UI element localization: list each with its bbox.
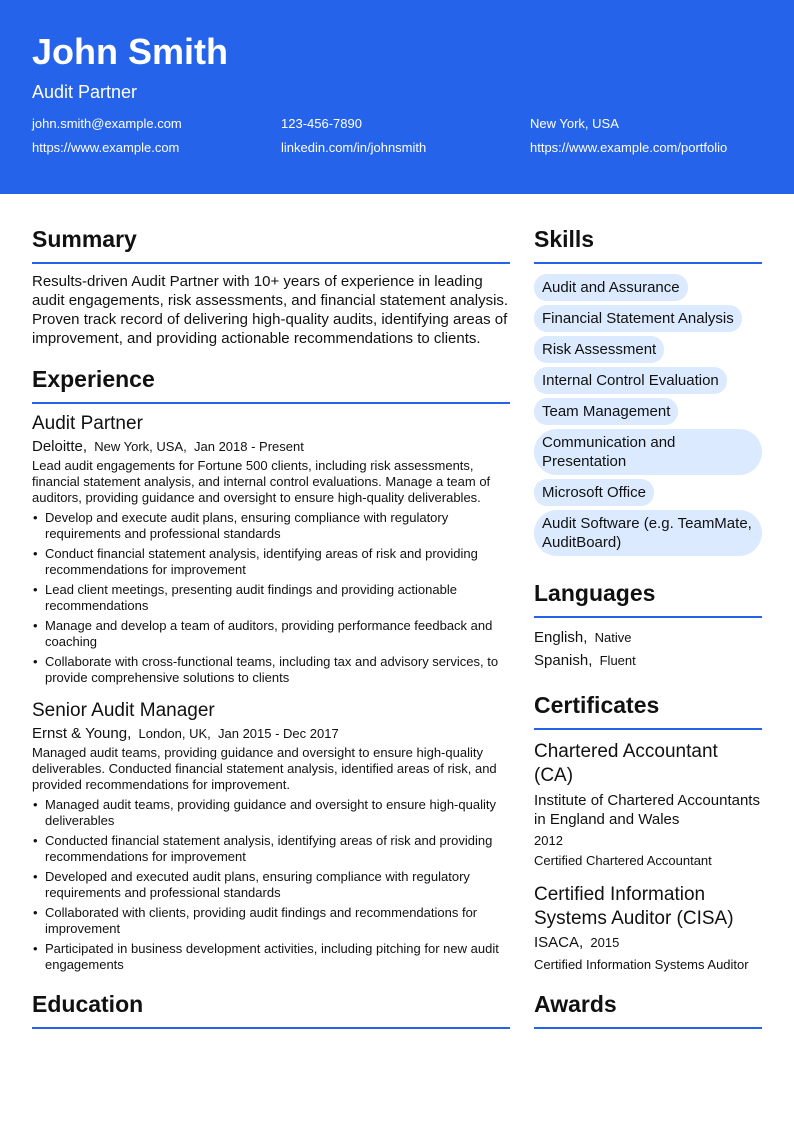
list-item: • Conducted financial statement analysis, identifying areas of risk and providing recommendations for improvement [32,833,510,865]
list-item: • Lead client meetings, presenting audit findings and providing actionable recommendations [32,582,510,614]
language-level: Native [594,630,632,645]
resume-body [0,194,794,1037]
certificate-entry [534,740,762,869]
skill-chip: Team Management [534,398,678,425]
certificate-entry [534,883,762,973]
section-title: Certificates [534,690,762,730]
language-name: Spanish, [534,652,593,669]
skill-chip: Internal Control Evaluation [534,367,727,394]
section-title: Languages [534,578,762,618]
portfolio-link[interactable]: https://www.example.com/portfolio [530,140,728,155]
skill-chip: Audit Software (e.g. TeamMate, AuditBoard) [534,510,762,556]
email-link[interactable]: john.smith@example.com [32,116,182,131]
list-item: • Managed audit teams, providing guidance and oversight to ensure high-quality deliverables [32,797,510,829]
candidate-name: John Smith [32,31,228,72]
skills-list [534,274,762,560]
languages-section [534,578,762,672]
job-bullets [32,510,510,686]
language-name: English, [534,629,588,646]
certificate-year: 2015 [590,935,620,950]
job-location: London, UK, [138,726,211,741]
job-entry [32,412,510,686]
job-description: Managed audit teams, providing guidance and oversight to ensure high-quality deliverables. Conducted financial statement analysis, identified areas of risk, and provided recommendations for improvement. [32,745,497,792]
list-item: • Collaborate with cross-functional teams, including tax and advisory services, to provide comprehensive solutions to clients [32,654,510,686]
list-item: • Develop and execute audit plans, ensuring compliance with regulatory requirements and professional standards [32,510,510,542]
certificate-description: Certified Information Systems Auditor [534,957,749,972]
job-dates: Jan 2018 - Present [194,439,304,454]
language-item [534,626,762,649]
list-item: • Participated in business development activities, including pitching for new audit engagements [32,941,510,973]
job-entry [32,699,510,973]
resume-header [0,0,794,194]
linkedin-link[interactable]: linkedin.com/in/johnsmith [281,140,427,155]
job-meta [32,724,510,744]
language-level: Fluent [599,653,636,668]
section-title: Awards [534,989,762,1029]
skills-section [534,224,762,560]
certificate-name: Chartered Accountant (CA) [534,741,718,786]
job-company: Deloitte, [32,438,88,455]
section-title: Summary [32,224,510,264]
section-title: Education [32,989,510,1029]
certificates-section [534,690,762,973]
job-title: Audit Partner [32,413,143,434]
list-item: • Developed and executed audit plans, ensuring compliance with regulatory requirements and professional standards [32,869,510,901]
job-meta [32,437,510,457]
skill-chip: Communication and Presentation [534,429,762,475]
certificate-issuer: Institute of Chartered Accountants in England and Wales [534,792,760,828]
job-location: New York, USA, [94,439,187,454]
skill-chip: Microsoft Office [534,479,654,506]
job-description: Lead audit engagements for Fortune 500 clients, including risk assessments, financial statement analysis, and internal control evaluations. Manage a team of auditors, providing guidance and oversight to ensure high-quality deliverables. [32,458,491,505]
list-item: • Collaborated with clients, providing audit findings and recommendations for improvement [32,905,510,937]
job-dates: Jan 2015 - Dec 2017 [218,726,339,741]
language-item [534,649,762,672]
section-title: Experience [32,364,510,404]
certificate-meta [534,933,762,953]
job-title: Senior Audit Manager [32,700,215,721]
summary-section [32,224,510,348]
experience-section [32,364,510,973]
certificate-name: Certified Information Systems Auditor (CISA) [534,884,734,929]
summary-text: Results-driven Audit Partner with 10+ years of experience in leading audit engagements, risk assessments, and financial statement analysis. Proven track record of delivering high-quality audits, identifying areas of improvement, and providing actionable recommendations to clients. [32,273,509,347]
left-column [32,224,510,1037]
certificate-year: 2012 [534,833,563,848]
contact-info [32,116,762,156]
job-company: Ernst & Young, [32,725,132,742]
candidate-title: Audit Partner [32,82,138,102]
list-item: • Manage and develop a team of auditors, providing performance feedback and coaching [32,618,510,650]
education-section [32,989,510,1029]
phone-number: 123-456-7890 [281,116,362,131]
right-column [534,224,762,1037]
awards-section [534,989,762,1029]
skill-chip: Risk Assessment [534,336,664,363]
list-item: • Conduct financial statement analysis, identifying areas of risk and providing recommendations for improvement [32,546,510,578]
certificate-description: Certified Chartered Accountant [534,853,712,868]
certificate-issuer: ISACA, [534,934,584,951]
website-link[interactable]: https://www.example.com [32,140,180,155]
location: New York, USA [530,116,619,131]
section-title: Skills [534,224,762,264]
skill-chip: Financial Statement Analysis [534,305,742,332]
job-bullets [32,797,510,973]
skill-chip: Audit and Assurance [534,274,688,301]
